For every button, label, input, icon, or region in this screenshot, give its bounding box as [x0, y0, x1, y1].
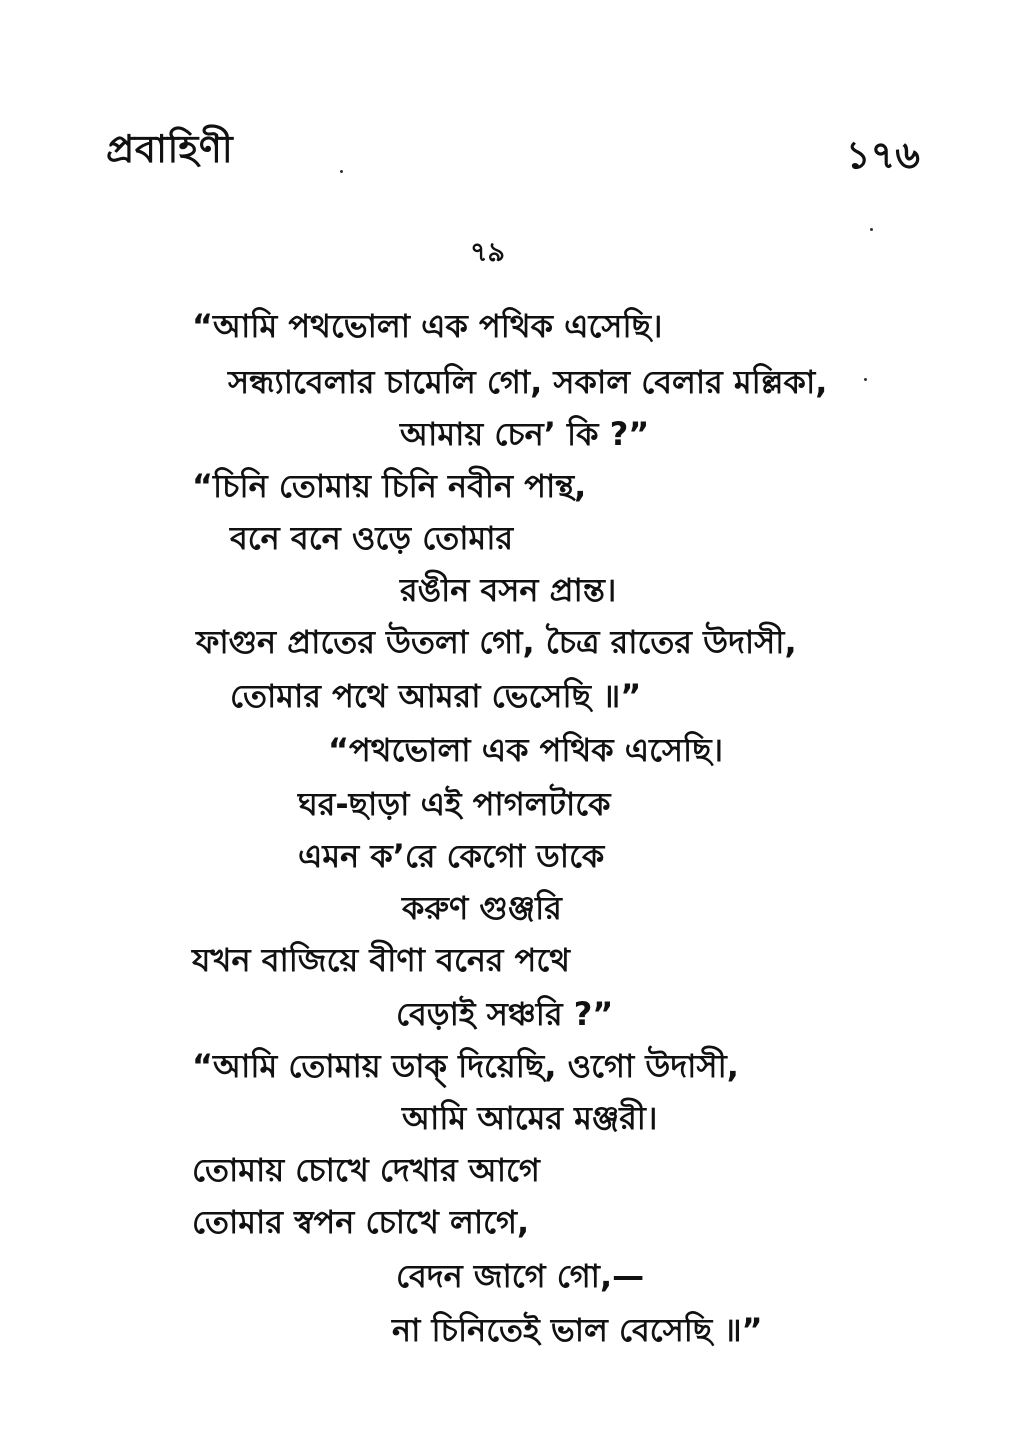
verse-line: যখন বাজিয়ে বীণা বনের পথে	[192, 941, 570, 979]
verse-line: “আমি পথভোলা এক পথিক এসেছি।	[192, 307, 663, 345]
verse-line: ফাগুন প্রাতের উতলা গো, চৈত্র রাতের উদাসী,	[196, 623, 797, 661]
verse-line: সন্ধ্যাবেলার চামেলি গো, সকাল বেলার মল্লিকা,	[228, 363, 828, 401]
verse-line: আমি আমের মঞ্জরী।	[402, 1099, 658, 1137]
scan-speck	[340, 170, 343, 173]
verse-line: করুণ গুঞ্জরি	[402, 889, 562, 927]
verse-line: “চিনি তোমায় চিনি নবীন পান্থ,	[192, 467, 587, 505]
verse-line: রঙীন বসন প্রান্ত।	[400, 571, 617, 609]
song-number: ৭৯	[470, 237, 506, 268]
verse-line: ঘর-ছাড়া এই পাগলটাকে	[298, 785, 611, 823]
verse-line: বেদন জাগে গো,—	[396, 1257, 645, 1295]
verse-line: বনে বনে ওড়ে তোমার	[230, 519, 514, 557]
page-number: ১৭৬	[845, 133, 920, 177]
verse-line: এমন ক’রে কেগো ডাকে	[298, 837, 605, 875]
scan-speck	[870, 228, 873, 231]
verse-line: তোমার পথে আমরা ভেসেছি ॥”	[230, 677, 642, 715]
verse-line: বেড়াই সঞ্চরি ?”	[396, 995, 614, 1033]
running-header-title: প্রবাহিণী	[106, 127, 234, 171]
scan-speck	[864, 378, 867, 381]
verse-line: “পথভোলা এক পথিক এসেছি।	[328, 731, 724, 769]
verse-line: তোমায় চোখে দেখার আগে	[192, 1151, 540, 1189]
verse-line: না চিনিতেই ভাল বেসেছি ॥”	[392, 1311, 763, 1349]
verse-line: “আমি তোমায় ডাক্ দিয়েছি, ওগো উদাসী,	[192, 1047, 739, 1085]
verse-line: তোমার স্বপন চোখে লাগে,	[192, 1203, 530, 1241]
verse-line: আমায় চেন’ কি ?”	[400, 415, 650, 453]
